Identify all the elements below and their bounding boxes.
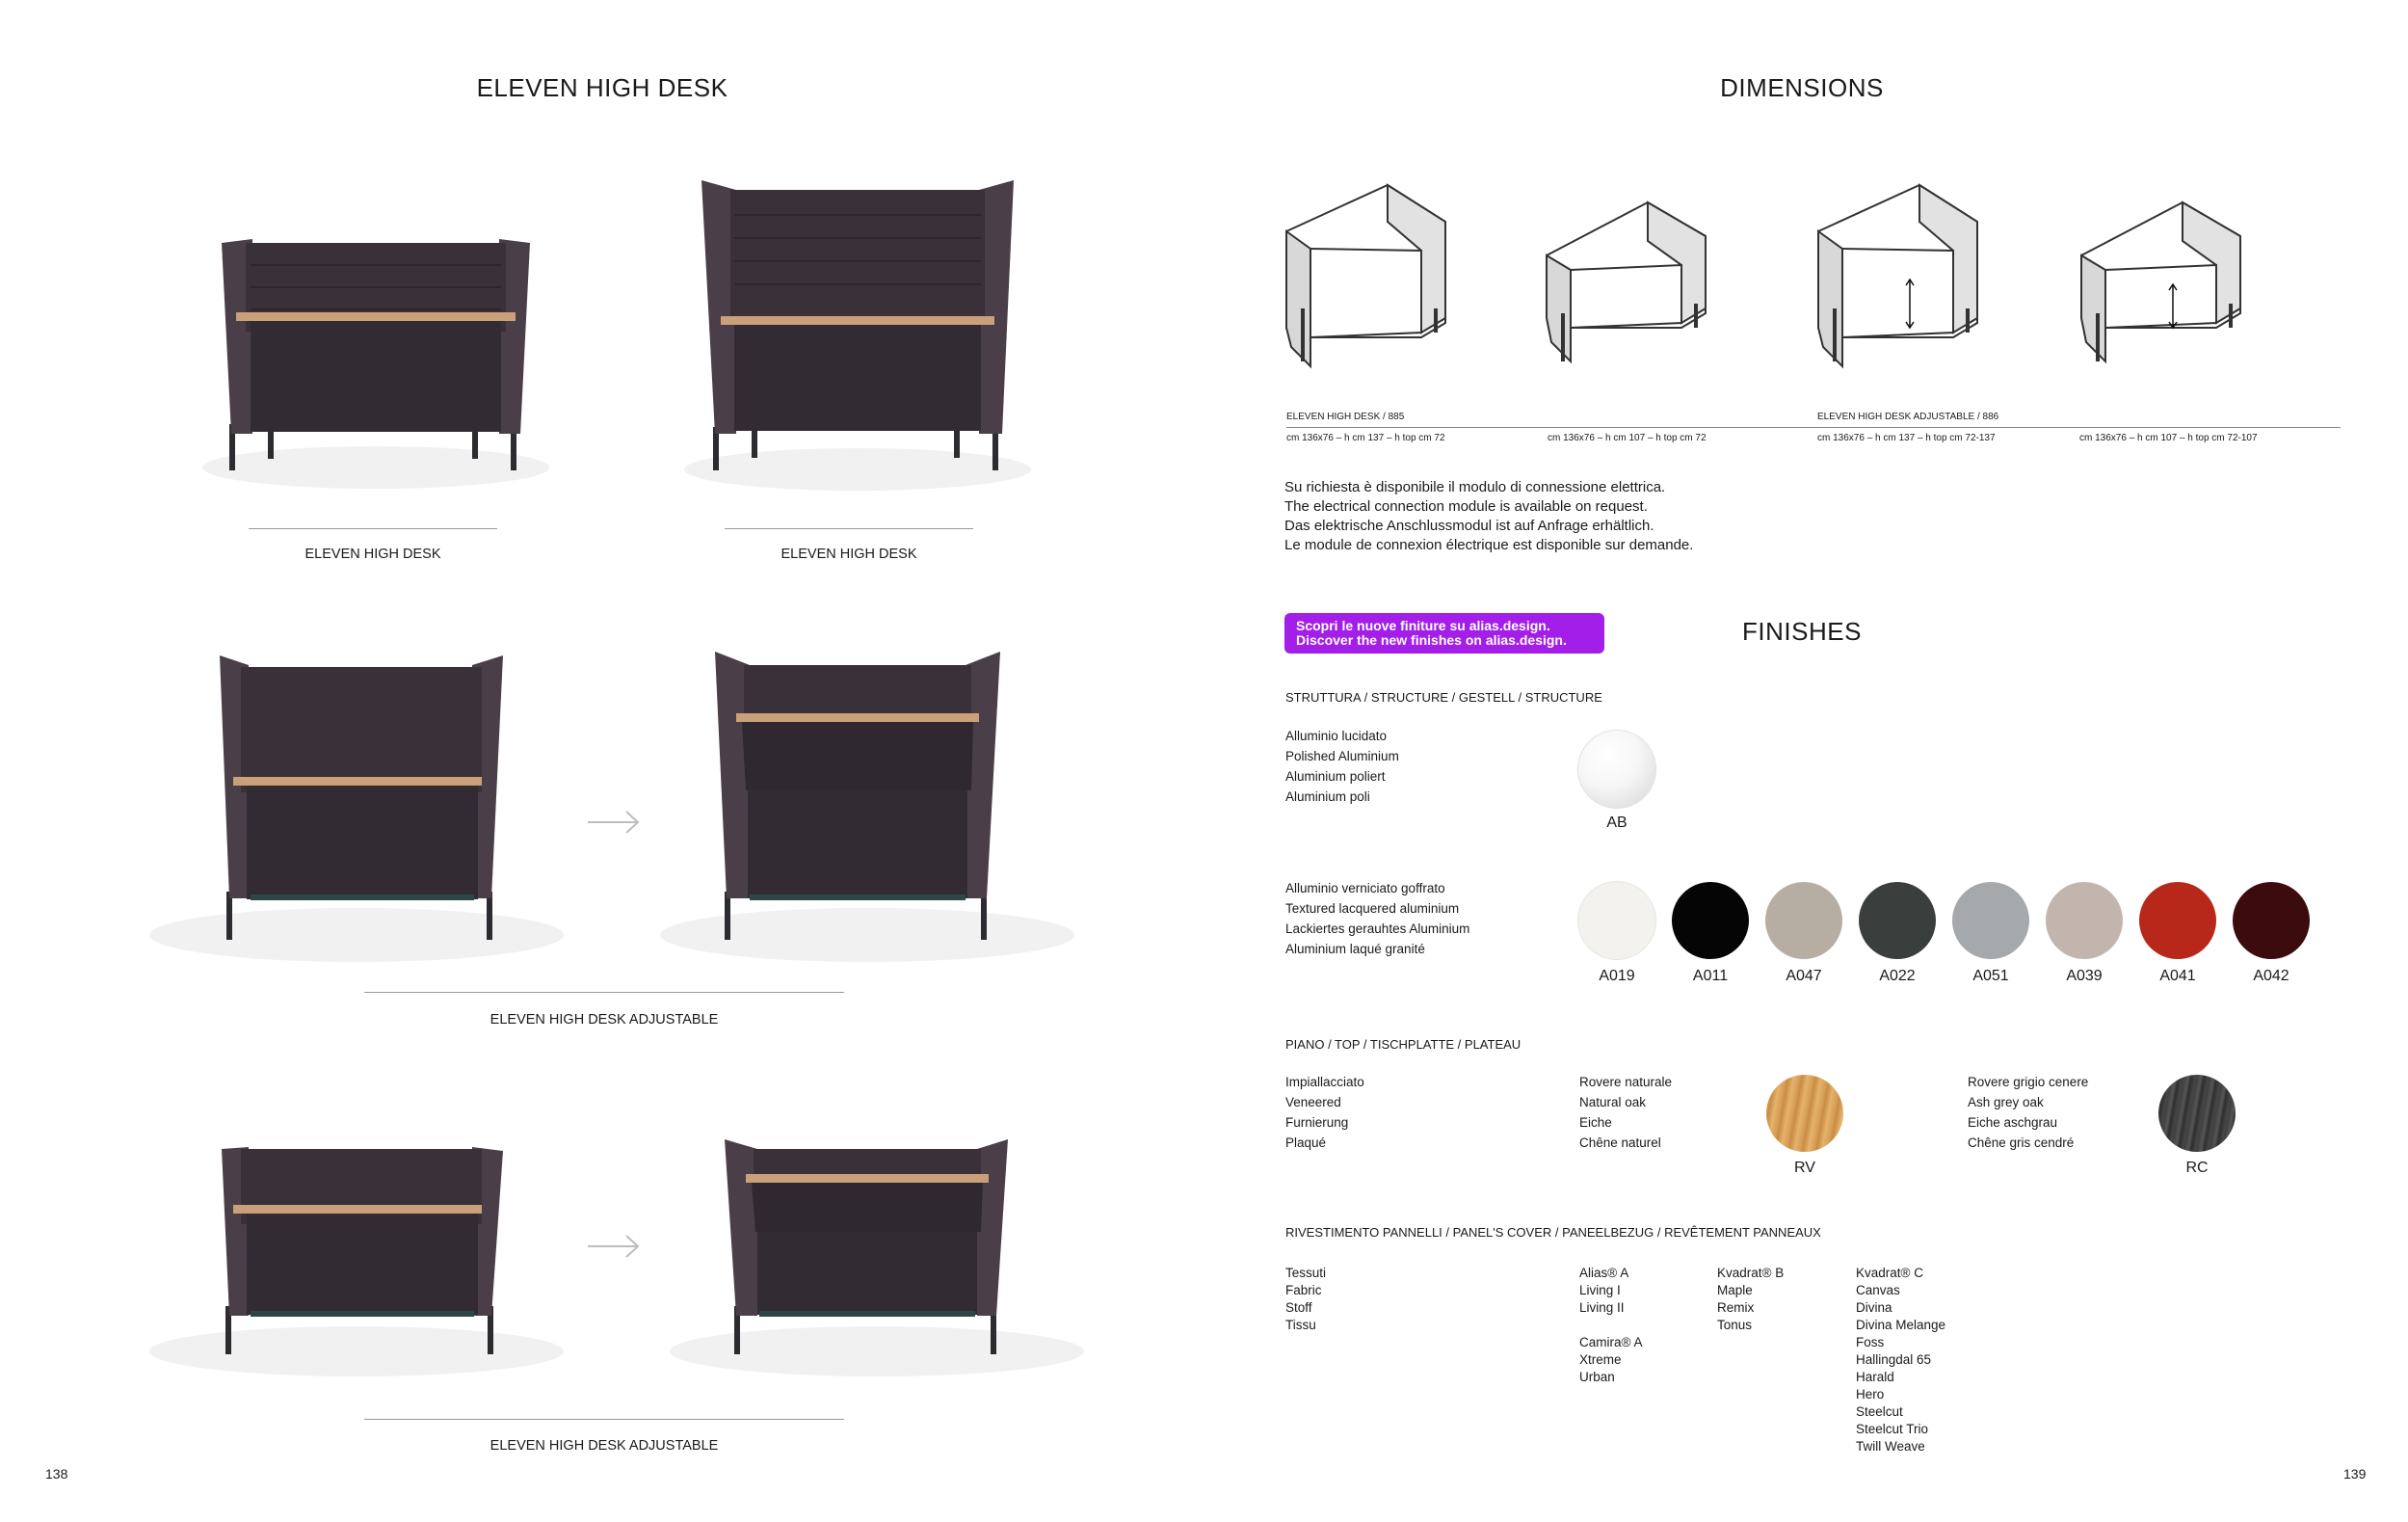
dimension-text: cm 136x76 – h cm 137 – h top cm 72-137 xyxy=(1817,433,1996,443)
desk-photo-low xyxy=(193,222,559,501)
text-line: Plaqué xyxy=(1285,1135,1327,1150)
electrical-note xyxy=(1284,478,1693,555)
desk-adjustable-short-high-photo xyxy=(665,1128,1089,1388)
page-number-right: 139 xyxy=(2343,1466,2367,1482)
cover-brand-list xyxy=(1856,1265,1945,1455)
promo-line: Scopri le nuove finiture su alias.design. xyxy=(1296,618,1550,633)
note-line: Das elektrische Anschlussmodul ist auf Anfrage erhältlich. xyxy=(1284,518,1654,534)
text-line: Chêne gris cendré xyxy=(1968,1135,2075,1150)
text-line: Alluminio lucidato xyxy=(1285,729,1388,743)
caption-rule xyxy=(725,528,973,529)
cover-item: Kvadrat® C xyxy=(1856,1266,1923,1280)
text-line: Natural oak xyxy=(1579,1095,1647,1109)
caption-eleven-high-desk: ELEVEN HIGH DESK xyxy=(304,547,441,562)
text-line: Eiche xyxy=(1579,1115,1612,1130)
left-page-title: ELEVEN HIGH DESK xyxy=(476,73,728,102)
cover-item: Foss xyxy=(1856,1335,1885,1349)
cover-item: Harald xyxy=(1856,1370,1894,1384)
shadow xyxy=(149,1326,564,1376)
cover-item: Urban xyxy=(1579,1370,1615,1384)
front-panel-lower xyxy=(748,790,967,898)
cover-item: Camira® A xyxy=(1579,1335,1643,1349)
dimension-rule xyxy=(1286,427,2341,428)
shadow xyxy=(684,448,1031,491)
swatch-code: A039 xyxy=(2066,968,2103,984)
dimension-text: cm 136x76 – h cm 107 – h top cm 72-107 xyxy=(2079,433,2258,443)
swatch-rv xyxy=(1766,1075,1843,1152)
leg xyxy=(981,892,987,940)
swatch-code: A042 xyxy=(2253,968,2289,984)
top-natural-oak-text xyxy=(1579,1072,1672,1153)
swatch-code: A011 xyxy=(1692,968,1729,984)
leg xyxy=(487,892,492,940)
text-line: Veneered xyxy=(1285,1095,1341,1109)
drawing-high-desk xyxy=(1282,183,1455,376)
front-panel xyxy=(752,1183,983,1232)
swatch-code: A051 xyxy=(1972,968,2009,984)
swatch-a051 xyxy=(1952,882,2029,959)
structure-heading: STRUTTURA / STRUCTURE / GESTELL / STRUCTURE xyxy=(1285,690,1602,705)
leg xyxy=(752,427,757,458)
desktop xyxy=(236,312,516,321)
desktop xyxy=(746,1174,989,1183)
desk-adjustable-low-photo xyxy=(145,646,569,974)
drawing-high-desk-adjustable xyxy=(1813,183,1987,376)
front-panel xyxy=(734,325,981,431)
back-panel xyxy=(744,665,971,713)
shadow xyxy=(202,446,549,489)
leg xyxy=(954,427,960,458)
shadow xyxy=(660,908,1074,962)
text-line: Aluminium laqué granité xyxy=(1285,942,1425,956)
caption-rule xyxy=(249,528,497,529)
caption-rule xyxy=(364,992,844,993)
swatch-code: RC xyxy=(2185,1160,2209,1176)
shadow xyxy=(149,908,564,962)
right-page-title: DIMENSIONS xyxy=(1720,73,1884,102)
text-line: Alluminio verniciato goffrato xyxy=(1285,881,1445,895)
desktop xyxy=(233,1205,482,1214)
cover-item xyxy=(1579,1317,1642,1334)
cover-item: Steelcut Trio xyxy=(1856,1422,1929,1436)
front-panel xyxy=(247,786,478,899)
base-bar xyxy=(750,895,966,900)
cover-item: Alias® A xyxy=(1579,1266,1629,1280)
front-panel-lower xyxy=(757,1232,977,1315)
cover-item: Living II xyxy=(1579,1300,1625,1315)
cover-heading: RIVESTIMENTO PANNELLI / PANEL'S COVER / PANEELBEZUG / REVÊTEMENT PANNEAUX xyxy=(1285,1225,1821,1240)
desk-adjustable-short-low-photo xyxy=(145,1128,569,1388)
text-line: Chêne naturel xyxy=(1579,1135,1661,1150)
base-bar xyxy=(759,1311,975,1317)
desktop xyxy=(233,777,482,786)
back-panel xyxy=(754,1149,981,1178)
arrow-right-icon xyxy=(586,1232,642,1261)
note-line: Le module de connexion électrique est disponible sur demande. xyxy=(1284,537,1694,553)
top-veneer-text xyxy=(1285,1072,1364,1153)
caption-eleven-high-desk: ELEVEN HIGH DESK xyxy=(781,547,917,562)
arrow-right-icon xyxy=(586,808,642,837)
cover-item: Tonus xyxy=(1717,1318,1753,1332)
cover-brand-list xyxy=(1579,1265,1642,1386)
swatch-a011 xyxy=(1672,882,1749,959)
swatch-a047 xyxy=(1765,882,1842,959)
promo-line: Discover the new finishes on alias.design. xyxy=(1296,632,1567,648)
back-panel xyxy=(241,667,482,792)
text-line: Tessuti xyxy=(1285,1266,1327,1280)
swatch-a041 xyxy=(2139,882,2216,959)
text-line: Stoff xyxy=(1285,1300,1312,1315)
text-line: Eiche aschgrau xyxy=(1968,1115,2058,1130)
swatch-rc xyxy=(2158,1075,2236,1152)
drawing-high-desk-adjustable-low xyxy=(2077,198,2250,376)
text-line: Textured lacquered aluminium xyxy=(1285,901,1460,916)
swatch-code: A047 xyxy=(1786,968,1822,984)
text-line: Rovere grigio cenere xyxy=(1968,1075,2089,1089)
desktop xyxy=(736,713,979,722)
text-line: Furnierung xyxy=(1285,1115,1349,1130)
base-bar xyxy=(251,895,474,900)
structure-textured-text xyxy=(1285,878,1469,959)
base-bar xyxy=(251,1311,474,1317)
swatch-code: RV xyxy=(1794,1160,1815,1176)
dimension-text: cm 136x76 – h cm 107 – h top cm 72 xyxy=(1548,433,1707,443)
top-grey-oak-text xyxy=(1968,1072,2088,1153)
cover-item: Hero xyxy=(1856,1387,1885,1402)
cover-fabric-list xyxy=(1285,1265,1326,1334)
desk-photo-high xyxy=(675,169,1041,501)
front-panel xyxy=(742,722,973,790)
swatch-code: A022 xyxy=(1879,968,1916,984)
cover-item: Living I xyxy=(1579,1283,1621,1297)
back-panel xyxy=(730,190,985,318)
finishes-title: FINISHES xyxy=(1742,617,1862,646)
caption-eleven-high-desk-adjustable: ELEVEN HIGH DESK ADJUSTABLE xyxy=(490,1438,719,1454)
promo-link-alias-design[interactable] xyxy=(1284,613,1604,654)
swatch-a042 xyxy=(2233,882,2310,959)
cover-item: Divina Melange xyxy=(1856,1318,1946,1332)
leg xyxy=(226,892,232,940)
swatch-a039 xyxy=(2046,882,2123,959)
text-line: Tissu xyxy=(1285,1318,1316,1332)
dimension-text: cm 136x76 – h cm 137 – h top cm 72 xyxy=(1286,433,1445,443)
swatch-code: A019 xyxy=(1599,968,1635,984)
cover-item: Canvas xyxy=(1856,1283,1900,1297)
note-line: The electrical connection module is available on request. xyxy=(1284,498,1648,515)
cover-item: Steelcut xyxy=(1856,1404,1903,1419)
drawing-high-desk-low xyxy=(1542,198,1715,376)
cover-item: Twill Weave xyxy=(1856,1439,1925,1454)
side-wing xyxy=(725,1139,757,1316)
text-line: Ash grey oak xyxy=(1968,1095,2044,1109)
page-number-left: 138 xyxy=(45,1466,68,1482)
text-line: Fabric xyxy=(1285,1283,1322,1297)
text-line: Aluminium poliert xyxy=(1285,769,1386,784)
front-panel xyxy=(247,1214,478,1315)
swatch-a022 xyxy=(1859,882,1936,959)
swatch-code: A041 xyxy=(2159,968,2196,984)
text-line: Rovere naturale xyxy=(1579,1075,1673,1089)
desk-adjustable-high-photo xyxy=(655,646,1079,974)
cover-item: Kvadrat® B xyxy=(1717,1266,1785,1280)
cover-item: Maple xyxy=(1717,1283,1753,1297)
text-line: Polished Aluminium xyxy=(1285,749,1399,763)
cover-item: Remix xyxy=(1717,1300,1755,1315)
text-line: Impiallacciato xyxy=(1285,1075,1364,1089)
cover-brand-list xyxy=(1717,1265,1784,1334)
text-line: Aluminium poli xyxy=(1285,789,1370,804)
dimension-group-label: ELEVEN HIGH DESK ADJUSTABLE / 886 xyxy=(1817,412,1999,422)
caption-eleven-high-desk-adjustable: ELEVEN HIGH DESK ADJUSTABLE xyxy=(490,1012,719,1028)
top-heading: PIANO / TOP / TISCHPLATTE / PLATEAU xyxy=(1285,1037,1522,1052)
swatch-a019 xyxy=(1578,882,1655,959)
cover-item: Hallingdal 65 xyxy=(1856,1352,1932,1367)
desktop xyxy=(721,316,994,325)
front-panel xyxy=(251,321,501,432)
text-line: Lackiertes gerauhtes Aluminium xyxy=(1285,921,1470,936)
leg xyxy=(725,892,730,940)
swatch-code: AB xyxy=(1606,814,1627,831)
dimension-group-label: ELEVEN HIGH DESK / 885 xyxy=(1286,412,1405,422)
cover-item: Xtreme xyxy=(1579,1352,1622,1367)
side-wing xyxy=(977,1139,1008,1316)
caption-rule xyxy=(364,1419,844,1420)
cover-item: Divina xyxy=(1856,1300,1892,1315)
structure-polished-text xyxy=(1285,726,1399,807)
note-line: Su richiesta è disponibile il modulo di connessione elettrica. xyxy=(1284,479,1666,495)
swatch-ab xyxy=(1578,731,1655,808)
shadow xyxy=(670,1326,1084,1376)
